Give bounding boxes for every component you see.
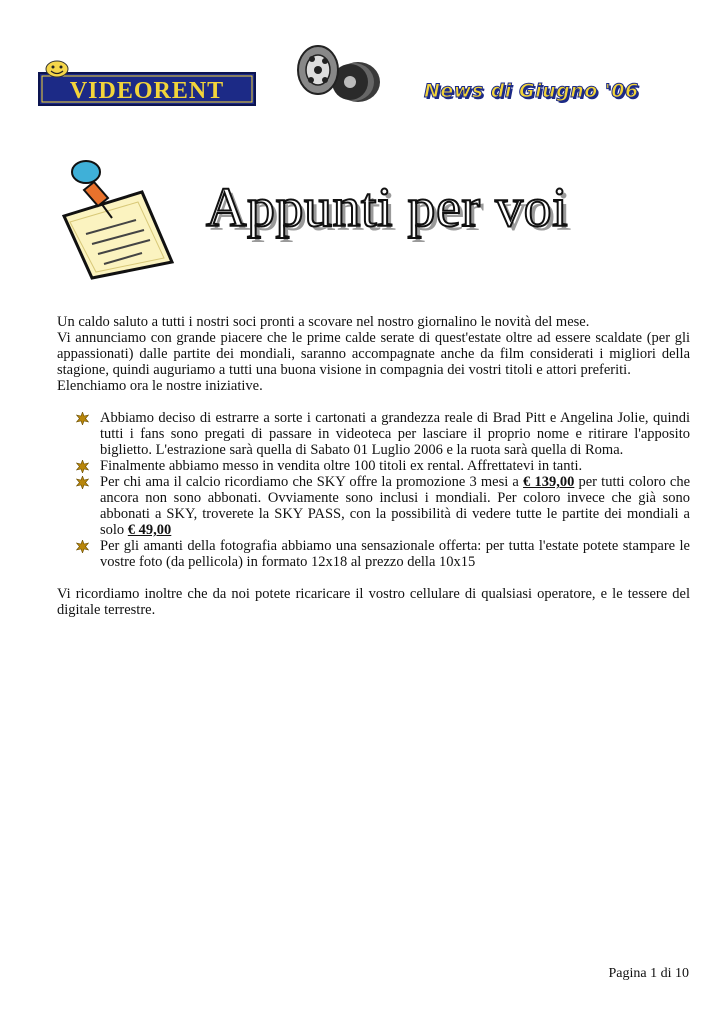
intro-paragraph: Vi annunciamo con grande piacere che le prime calde serate di quest'estate oltre ad essere scaldate (per gli appassionati) dalle partite dei mondiali, saranno accompagnate anche da film considerati i migliori della stagione, quindi auguriamo a tutti una buona visione in compagnia dei vostri titoli e attori preferiti. xyxy=(57,330,690,378)
list-item-text: Abbiamo deciso di estrarre a sorte i cartonati a grandezza reale di Brad Pitt e Angelina Jolie, quindi tutti i fans sono pregati di passare in videoteca per lasciare il proprio nome e ritirare l'apposito biglietto. L'estrazione sarà quella di Sabato 01 Luglio 2006 e la ruota sarà quella di Roma. xyxy=(100,410,690,458)
notepad-pin-icon xyxy=(56,150,178,280)
list-item-text: Finalmente abbiamo messo in vendita oltre 100 titoli ex rental. Affrettatevi in tanti. xyxy=(100,458,583,474)
list-item xyxy=(100,410,690,458)
list-item-text: Per chi ama il calcio ricordiamo che SKY offre la promozione 3 mesi a xyxy=(100,474,524,490)
list-item xyxy=(100,538,690,570)
smiley-icon xyxy=(44,58,70,78)
initiatives-list xyxy=(57,410,690,570)
list-item-text: per tutti coloro che ancora non sono abbonati. Ovviamente sono inclusi i mondiali. Per coloro invece che già sono abbonati a SKY, troverete la SKY PASS, con la possibilità di vedere tutte le partite dei mondiali a solo xyxy=(100,474,691,538)
videorent-logo xyxy=(38,72,256,106)
bullet-icon xyxy=(76,540,89,553)
svg-text:VIDEORENT: VIDEORENT xyxy=(69,78,225,104)
bullet-icon xyxy=(76,460,89,473)
list-item-text: Per gli amanti della fotografia abbiamo una sensazionale offerta: per tutta l'estate potete stampare le vostre foto (da pellicola) in formato 12x18 al prezzo della 10x15 xyxy=(100,538,690,570)
spacer xyxy=(57,570,690,586)
film-reel-icon xyxy=(292,44,384,106)
price-sky-promo: € 139,00 xyxy=(523,474,575,490)
page-title: Appunti per voi xyxy=(206,177,569,239)
news-month-label: News di Giugno '06 xyxy=(424,80,639,102)
list-item xyxy=(100,474,690,538)
bullet-icon xyxy=(76,476,89,489)
closing-paragraph: Vi ricordiamo inoltre che da noi potete ricaricare il vostro cellulare di qualsiasi operatore, e le tessere del digitale terrestre. xyxy=(57,586,690,618)
list-item xyxy=(100,458,690,474)
bullet-icon xyxy=(76,412,89,425)
article-body xyxy=(57,314,690,618)
price-sky-pass: € 49,00 xyxy=(127,522,172,538)
intro-paragraph: Un caldo saluto a tutti i nostri soci pronti a scovare nel nostro giornalino le novità del mese. xyxy=(57,314,590,330)
page-number: Pagina 1 di 10 xyxy=(608,966,689,981)
intro-paragraph: Elenchiamo ora le nostre iniziative. xyxy=(57,378,263,394)
